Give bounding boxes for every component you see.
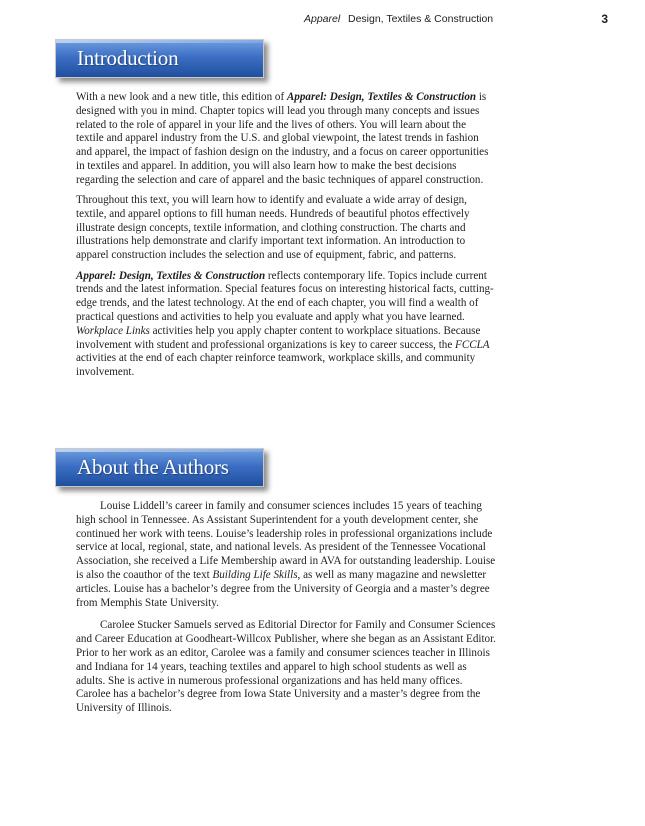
introduction-heading: Introduction [77,46,179,70]
intro-p3-workplace-links: Workplace Links [76,324,150,337]
authors-p1-book-title: Building Life Skills [212,568,298,581]
intro-paragraph-3 [76,270,496,380]
page-number: 3 [601,12,608,26]
authors-body [76,500,496,725]
introduction-banner [55,39,264,78]
intro-p3-book-title: Apparel: Design, Textiles & Construction [76,269,266,282]
intro-p1-text-b: is designed with you in mind. Chapter topics will lead you through many concepts and issues related to the role of apparel in your life and the lives of others. You will learn about the textile and apparel industry from the U.S. and global viewpoint, the latest trends in fashion and apparel, the impact of fashion design on the industry, and a focus on career opportunities in textiles and apparel. In addition, you will also learn how to make the best decisions regarding the selection and care of apparel and the basic techniques of apparel construction. [76,91,489,186]
intro-p3-fccla: FCCLA [455,338,490,351]
intro-p3-text-a: reflects contemporary life. Topics include current trends and the latest information. Special features focus on interesting historical facts, cutting-edge trends, and the latest technology. At the end of each chapter, you will find a wealth of practical questions and activities to help you evaluate and apply what you have learned. [76,269,494,323]
authors-banner [55,448,264,487]
intro-p1-book-title: Apparel: Design, Textiles & Construction [286,91,477,103]
authors-p1-text-a: Louise Liddell’s career in family and consumer sciences includes 15 years of teaching high school in Tennessee. As Assistant Superintendent for a youth development center, she continued her work with teens. Louise’s leadership roles in professional organizations include service at local, regional, state, and national levels. As president of the Tennessee Vocational Association, she received a Life Membership award in AVA for outstanding leadership. Louise is also the coauthor of the text [76,500,496,581]
intro-p3-text-c: activities at the end of each chapter reinforce teamwork, workplace skills, and community involvement. [76,352,476,379]
intro-p3-text-b: activities help you apply chapter content to workplace situations. Because involvement with student and professional organizations is key to career success, the [76,324,481,351]
authors-p1-text-b: , as well as many magazine and newsletter articles. Louise has a bachelor’s degree from the University of Georgia and a master’s degree from Memphis State University. [76,568,490,609]
running-head-book-italic: Apparel [304,13,341,25]
authors-heading: About the Authors [77,455,229,479]
running-head-title: Design, Textiles & Construction [348,13,494,25]
introduction-body [76,91,496,386]
intro-p1-text-a: With a new look and a new title, this edition of [76,91,287,103]
authors-paragraph-1 [76,500,496,610]
running-head [0,13,645,29]
authors-paragraph-2: Carolee Stucker Samuels served as Editorial Director for Family and Consumer Sciences and Career Education at Goodheart-Willcox Publisher, where she began as an Assistant Editor. Prior to her work as an editor, Carolee was a family and consumer sciences teacher in Illinois and Indiana for 14 years, teaching textiles and apparel to high school students as well as adults. She is active in numerous professional organizations and has held many offices. Carolee has a bachelor’s degree from Iowa State University and a master’s degree from the University of Illinois. [76,619,496,715]
intro-paragraph-1 [76,91,496,188]
intro-paragraph-2: Throughout this text, you will learn how to identify and evaluate a wide array of design, textile, and apparel options to fill human needs. Hundreds of beautiful photos effectively illustrate design concepts, textile information, and clothing construction. The charts and illustrations help demonstrate and clarify important text information. An introduction to apparel construction includes the selection and use of equipment, fabric, and patterns. [76,194,470,262]
